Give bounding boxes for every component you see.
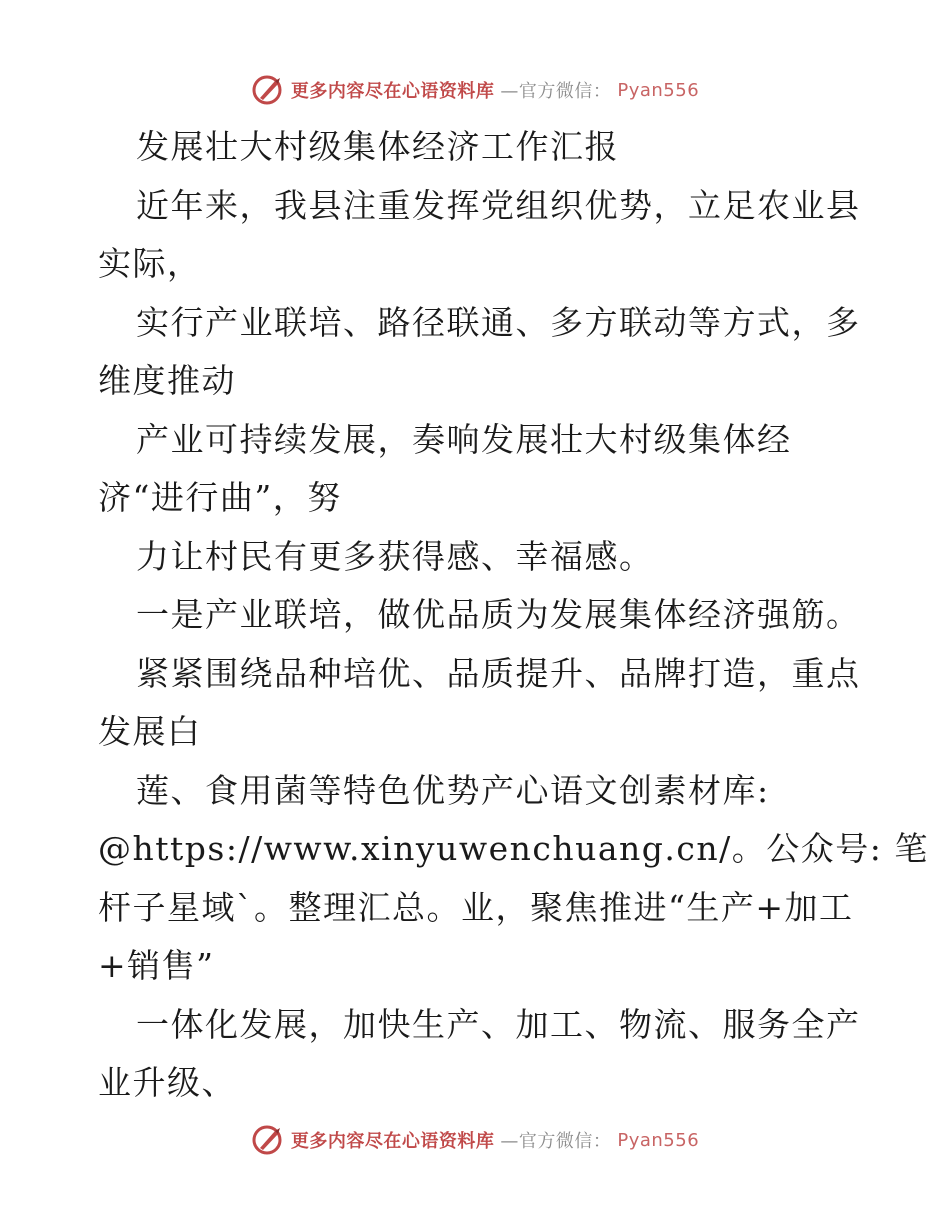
document-line: 发展壮大村级集体经济工作汇报 bbox=[136, 127, 619, 166]
document-line: 发展白 bbox=[98, 712, 202, 751]
quill-logo-icon bbox=[251, 1123, 285, 1157]
document-line: 维度推动 bbox=[98, 361, 236, 400]
document-line: 莲、食用菌等特色优势产心语文创素材库: bbox=[136, 770, 770, 810]
document-line: 近年来，我县注重发挥党组织优势，立足农业县 bbox=[136, 185, 861, 225]
watermark-separator: —官方微信： bbox=[500, 1131, 612, 1152]
document-line: 一是产业联培，做优品质为发展集体经济强筋。 bbox=[136, 595, 861, 634]
watermark-footer bbox=[0, 1120, 950, 1160]
watermark-account: Pyan556 bbox=[617, 79, 700, 101]
document-line: 杆子星域`。整理汇总。业，聚焦推进“生产+加工 bbox=[98, 887, 854, 927]
quill-logo-icon bbox=[251, 73, 285, 107]
watermark-header bbox=[0, 70, 950, 110]
document-line: 济“进行曲”，努 bbox=[98, 478, 342, 517]
document-line: 业升级、 bbox=[98, 1063, 236, 1102]
document-line: @https://www.xinyuwenchuang.cn/。公众号: 笔 bbox=[98, 829, 929, 868]
document-line: 产业可持续发展，奏响发展壮大村级集体经 bbox=[136, 419, 792, 459]
watermark-main-text: 更多内容尽在心语资料库 bbox=[290, 81, 495, 102]
watermark-account: Pyan556 bbox=[617, 1129, 700, 1151]
document-line: 实际， bbox=[98, 244, 202, 283]
document-line: 力让村民有更多获得感、幸福感。 bbox=[136, 536, 654, 576]
watermark-main-text: 更多内容尽在心语资料库 bbox=[290, 1131, 495, 1152]
document-line: +销售” bbox=[98, 946, 215, 985]
document-line: 紧紧围绕品种培优、品质提升、品牌打造，重点 bbox=[136, 653, 861, 693]
document-line: 实行产业联培、路径联通、多方联动等方式，多 bbox=[136, 302, 861, 342]
document-line: 一体化发展，加快生产、加工、物流、服务全产 bbox=[136, 1004, 861, 1044]
document-body bbox=[98, 118, 929, 1113]
watermark-separator: —官方微信： bbox=[500, 81, 612, 102]
